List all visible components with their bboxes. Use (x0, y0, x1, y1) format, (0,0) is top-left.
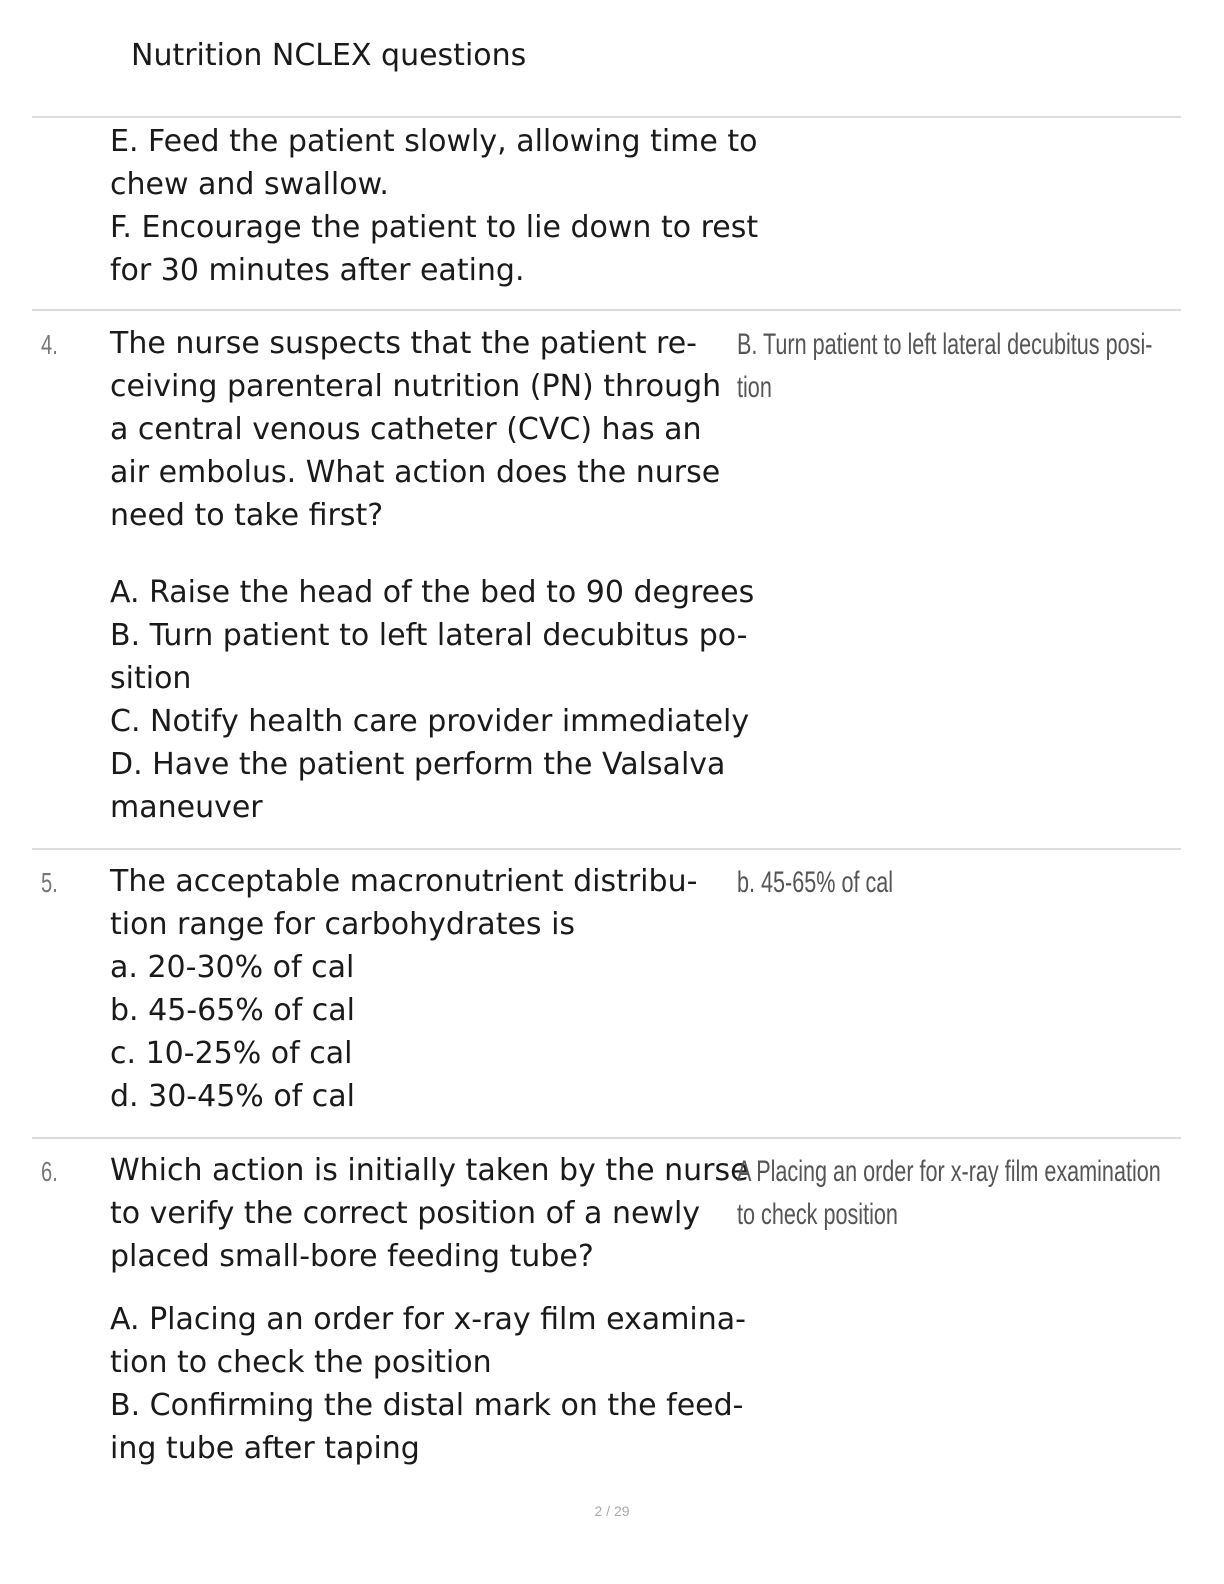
question-line: air embolus. What action does the nurse (110, 455, 721, 490)
answer-text (737, 861, 1183, 904)
question-line: to verify the correct position of a newly (110, 1196, 701, 1231)
continuation-text (110, 120, 759, 292)
answer-line: b. 45-65% of cal (737, 866, 894, 899)
question-line: a central venous catheter (CVC) has an (110, 412, 702, 447)
divider (32, 1137, 1181, 1139)
option-line: D. Have the patient perform the Valsalva (110, 747, 726, 782)
question-number: 6. (41, 1156, 58, 1187)
answer-line: tion (737, 371, 772, 404)
option-line: A. Placing an order for x-ray film examina- (110, 1302, 746, 1337)
answer-text (737, 1150, 1183, 1236)
question-line: ceiving parenteral nutrition (PN) through (110, 369, 722, 404)
option-line: maneuver (110, 790, 263, 825)
answer-line: B. Turn patient to left lateral decubitus posi- (737, 328, 1153, 361)
question-line: Which action is initially taken by the nurse (110, 1153, 749, 1188)
option-line: E. Feed the patient slowly, allowing time to (110, 124, 758, 159)
page-number: 2 / 29 (594, 1503, 630, 1519)
question-text (110, 322, 755, 829)
question-text (110, 860, 735, 1118)
question-line: need to take first? (110, 498, 384, 533)
question-text (110, 1149, 749, 1470)
option-line: chew and swallow. (110, 167, 389, 202)
option-line: for 30 minutes after eating. (110, 253, 525, 288)
question-number: 4. (41, 329, 58, 360)
question-line: The nurse suspects that the patient re- (110, 326, 697, 361)
divider (32, 309, 1181, 311)
option-line: A. Raise the head of the bed to 90 degrees (110, 575, 755, 610)
page-title: Nutrition NCLEX questions (131, 38, 527, 73)
answer-text (737, 323, 1183, 409)
option-line: F. Encourage the patient to lie down to rest (110, 210, 759, 245)
option-line: B. Turn patient to left lateral decubitus po- (110, 618, 748, 653)
option-line: C. Notify health care provider immediately (110, 704, 750, 739)
question-line: The acceptable macronutrient distribu- (110, 864, 698, 899)
question-line: tion range for carbohydrates is (110, 907, 576, 942)
divider (32, 848, 1181, 850)
option-line: B. Confirming the distal mark on the feed- (110, 1388, 744, 1423)
option-line: tion to check the position (110, 1345, 492, 1380)
divider (32, 116, 1181, 118)
option-line: c. 10-25% of cal (110, 1036, 353, 1071)
option-line: d. 30-45% of cal (110, 1079, 355, 1114)
option-line: sition (110, 661, 192, 696)
question-line: placed small-bore feeding tube? (110, 1239, 594, 1274)
option-line: ing tube after taping (110, 1431, 420, 1466)
option-line: a. 20-30% of cal (110, 950, 355, 985)
answer-line: A Placing an order for x-ray film examination (737, 1155, 1161, 1188)
option-line: b. 45-65% of cal (110, 993, 355, 1028)
question-number: 5. (41, 867, 58, 898)
answer-line: to check position (737, 1198, 898, 1231)
